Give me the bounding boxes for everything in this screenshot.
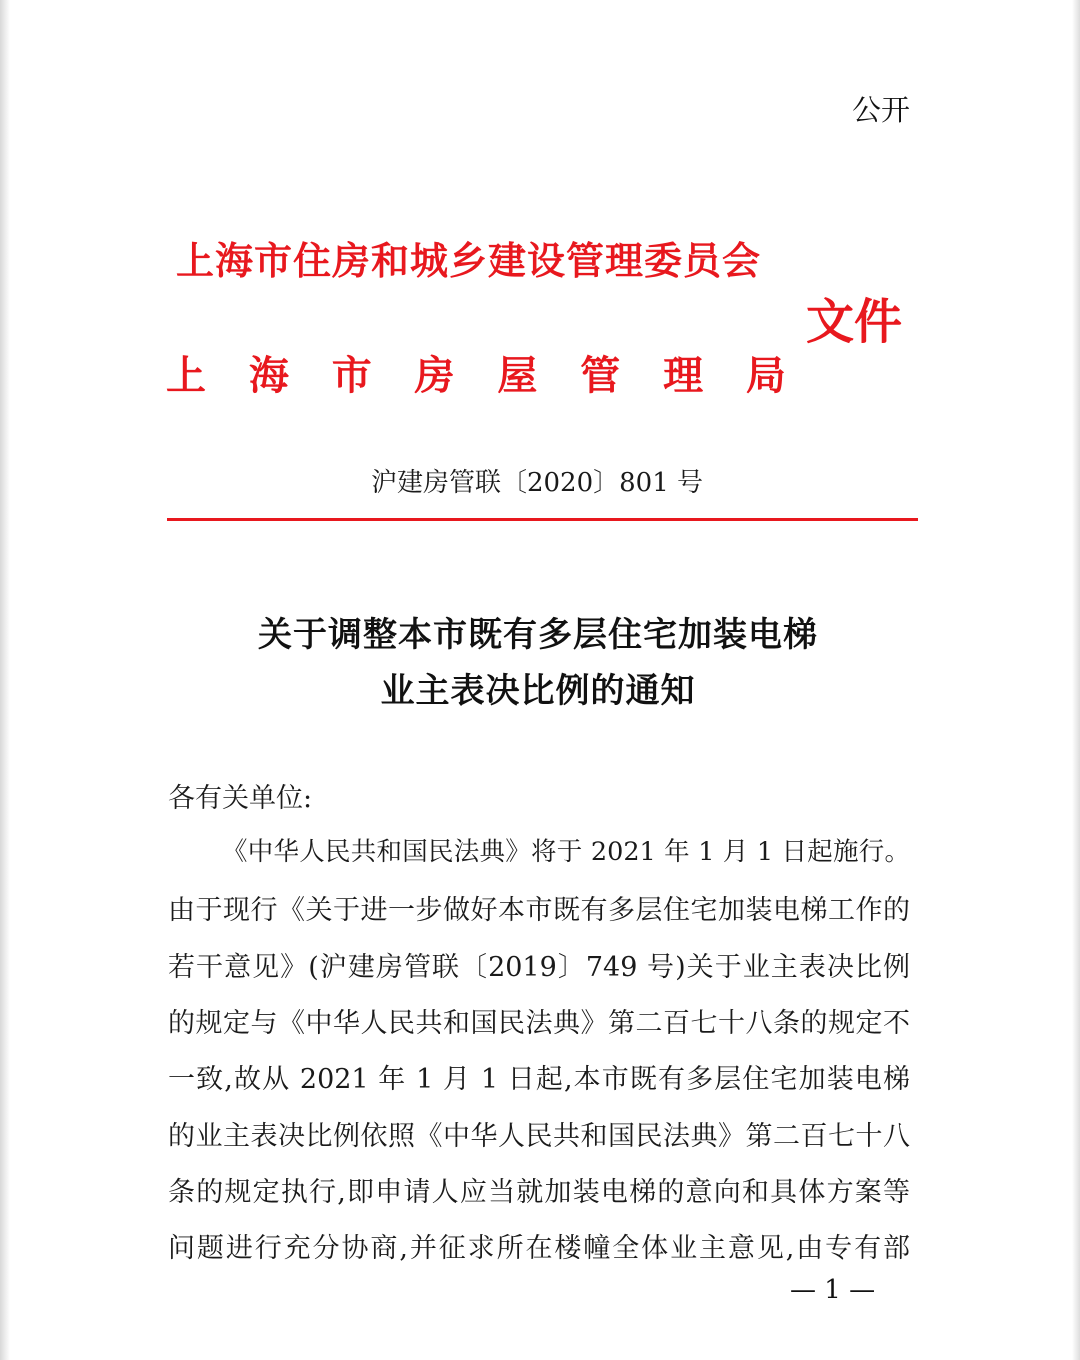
body-line-text: 问题进行充分协商,并征求所在楼幢全体业主意见,由专有部: [168, 1233, 910, 1264]
issuer-line-2-char: 海: [248, 353, 289, 399]
body-line-text: 的业主表决比例依照《中华人民共和国民法典》第二百七十八: [168, 1121, 910, 1152]
issuer-line-2-char: 上: [166, 353, 206, 399]
issuer-line-2-char: 管: [580, 353, 621, 399]
body-line: [168, 1170, 910, 1209]
body-line-text: 一致,故从 2021 年 1 月 1 日起,本市既有多层住宅加装电梯: [168, 1064, 910, 1095]
body-line: [168, 1001, 910, 1040]
body-line: [168, 1226, 910, 1265]
body-line: [168, 1114, 910, 1153]
document-title-line-1: [0, 607, 1080, 656]
issuer-line-1: 上海市住房和城乡建设管理委员会: [176, 239, 762, 283]
document-number: [0, 462, 1080, 499]
issuer-line-2-char: 市: [331, 353, 372, 399]
body-line: [168, 945, 910, 984]
issuer-line-2: [166, 344, 786, 401]
body-line-text: 若干意见》(沪建房管联〔2019〕749 号)关于业主表决比例: [168, 952, 910, 983]
issuer-line-2-char: 理: [663, 353, 704, 399]
body-line: [168, 1057, 910, 1096]
body-line-text: 《中华人民共和国民法典》将于 2021 年 1 月 1 日起施行。: [222, 837, 910, 867]
issuer-line-2-char: 屋: [497, 353, 538, 399]
body-line: [168, 888, 910, 927]
issuer-line-2-char: 房: [414, 353, 455, 399]
body-line-text: 条的规定执行,即申请人应当就加装电梯的意向和具体方案等: [168, 1177, 910, 1208]
document-word: 文件: [806, 294, 903, 350]
salutation: 各有关单位:: [168, 783, 313, 814]
document-title-line-2-text: 业主表决比例的通知: [380, 671, 696, 711]
body-line-text: 的规定与《中华人民共和国民法典》第二百七十八条的规定不: [168, 1008, 910, 1039]
document-number-text: 沪建房管联〔2020〕801 号: [370, 468, 704, 498]
issuer-line-2-char: 局: [745, 353, 786, 399]
body-line-text: 由于现行《关于进一步做好本市既有多层住宅加装电梯工作的: [168, 895, 910, 926]
document-title-line-2: [0, 663, 1080, 712]
header-red-rule: [167, 518, 918, 521]
body-line: [222, 832, 910, 868]
page-number: — 1 —: [790, 1275, 876, 1305]
document-title-line-1-text: 关于调整本市既有多层住宅加装电梯: [258, 615, 818, 655]
classification-mark: 公开: [852, 93, 911, 127]
